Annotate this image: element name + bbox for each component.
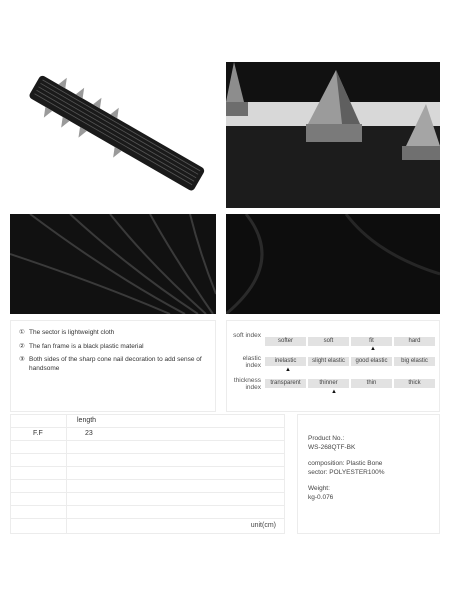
index-option: soft <box>308 337 349 346</box>
soft-index-label: soft index <box>233 332 261 339</box>
composition-line: composition: Plastic Bone <box>308 460 383 467</box>
index-option: thick <box>394 379 435 388</box>
thickness-index-label: thickness index <box>233 377 261 391</box>
index-option: fit <box>351 337 392 346</box>
index-option: softer <box>265 337 306 346</box>
table-row <box>11 454 284 467</box>
index-option: thinner <box>308 379 349 388</box>
feature-item <box>19 356 207 373</box>
feature-number: ① <box>19 329 25 336</box>
length-cell: 23 <box>85 430 93 437</box>
feature-list <box>10 320 216 412</box>
soft-index-scale <box>265 337 435 346</box>
index-panel <box>226 320 440 412</box>
feature-item <box>19 329 207 338</box>
product-photo-closed-fan <box>10 62 216 208</box>
index-option: big elastic <box>394 357 435 366</box>
elastic-index-scale <box>265 357 435 366</box>
feature-item <box>19 343 207 352</box>
size-table <box>10 414 285 534</box>
feature-text: The fan frame is a black plastic material <box>29 342 144 350</box>
table-row <box>11 493 284 506</box>
weight-value: kg-0.076 <box>308 493 334 501</box>
product-photo-fabric <box>226 214 440 314</box>
table-row <box>11 428 284 441</box>
index-option: hard <box>394 337 435 346</box>
product-no-label: Product No.: <box>308 435 345 442</box>
thickness-index-scale <box>265 379 435 388</box>
table-row <box>11 480 284 493</box>
table-row <box>11 441 284 454</box>
feature-text: The sector is lightweight cloth <box>29 329 115 336</box>
table-row <box>11 467 284 480</box>
index-option: good elastic <box>351 357 392 366</box>
product-no-value: WS-268QTF-BK <box>308 443 356 451</box>
elastic-index-label: elastic index <box>242 355 261 369</box>
table-header-row <box>11 415 284 428</box>
length-header: length <box>77 417 97 424</box>
feature-number: ② <box>19 342 25 350</box>
product-photo-spike-closeup <box>226 62 440 208</box>
unit-label: unit(cm) <box>250 522 276 529</box>
table-row <box>11 506 284 519</box>
product-photo-fan-ribs <box>10 214 216 314</box>
index-option: slight elastic <box>308 357 349 366</box>
selected-marker-icon: ▲ <box>370 346 376 352</box>
feature-number: ③ <box>19 356 25 363</box>
index-option: transparent <box>265 379 306 388</box>
size-cell: F.F <box>33 430 43 437</box>
index-option: thin <box>351 379 392 388</box>
index-option: inelastic <box>265 357 306 366</box>
weight-label: Weight: <box>308 485 330 492</box>
selected-marker-icon: ▲ <box>331 389 337 395</box>
product-info <box>297 414 440 534</box>
selected-marker-icon: ▲ <box>285 367 291 373</box>
sector-line: sector: POLYESTER100% <box>308 468 385 476</box>
feature-text: Both sides of the sharp cone nail decoration to add sense of handsome <box>29 356 202 372</box>
